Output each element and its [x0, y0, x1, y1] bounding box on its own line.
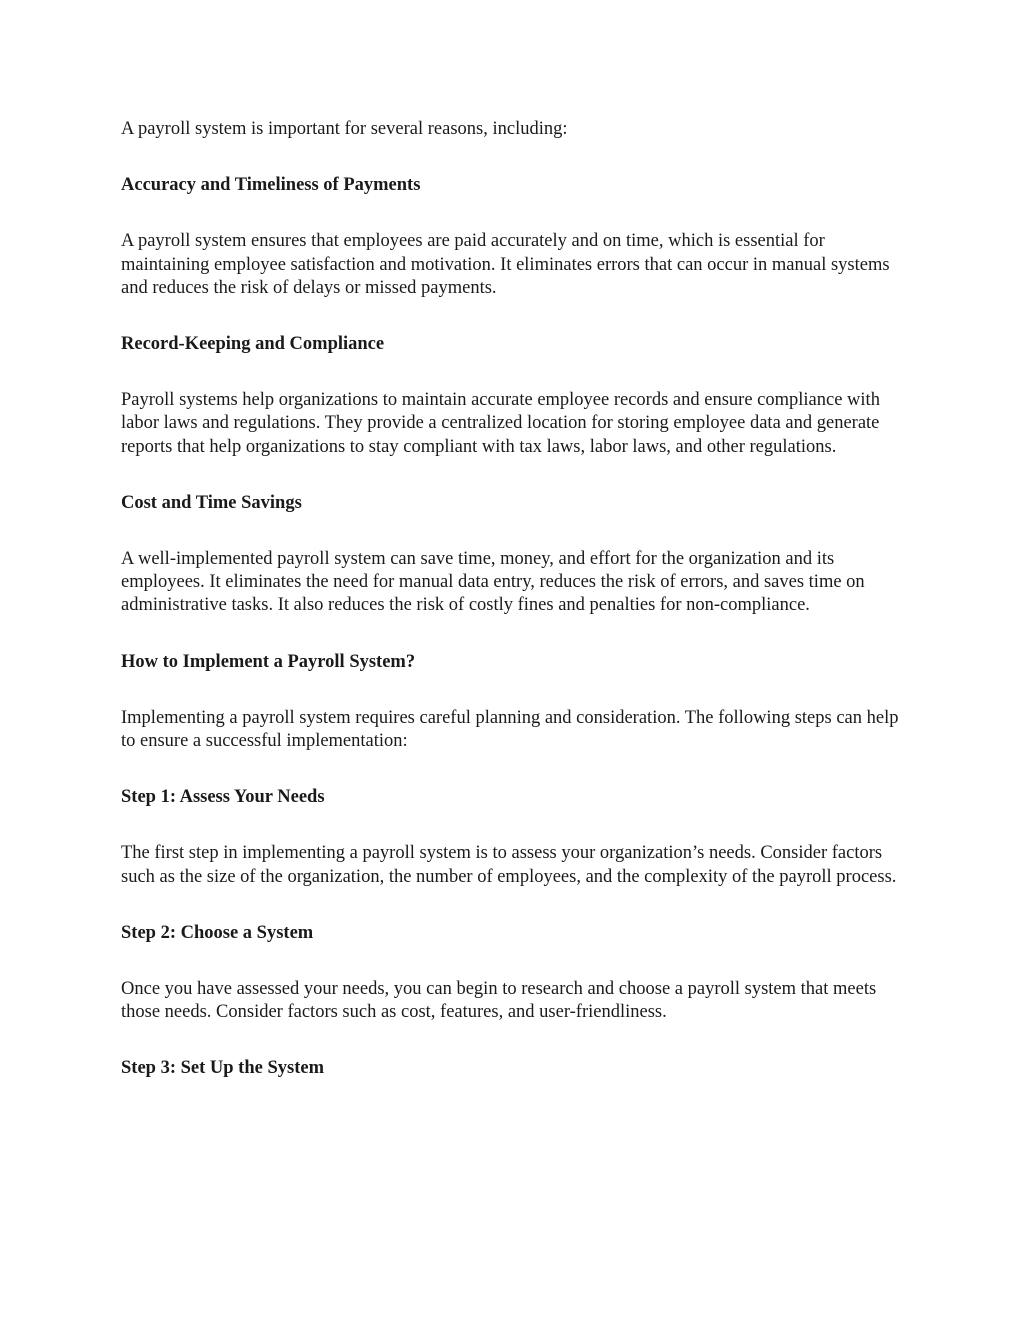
intro-paragraph: A payroll system is important for several reasons, including: [121, 119, 568, 139]
section-body-record-keeping: Payroll systems help organizations to maintain accurate employee records and ensure compliance with labor laws and regulations. They provide a centralized location for storing employee data and generate reports that help organizations to stay compliant with tax laws, labor laws, and other regulations. [121, 390, 880, 457]
section-heading-step-3: Step 3: Set Up the System [121, 1058, 324, 1079]
section-body-implement: Implementing a payroll system requires careful planning and consideration. The following steps can help to ensure a successful implementation: [121, 707, 899, 752]
section-heading-accuracy: Accuracy and Timeliness of Payments [121, 175, 421, 196]
section-body-cost-savings: A well-implemented payroll system can save time, money, and effort for the organization and its employees. It eliminates the need for manual data entry, reduces the risk of errors, and saves time on administrative tasks. It also reduces the risk of costly fines and penalties for non-compliance. [121, 549, 865, 616]
section-body-step-1: The first step in implementing a payroll system is to assess your organization’s needs. Consider factors such as the size of the organization, the number of employees, and the complexity of the payroll process. [121, 843, 897, 887]
section-heading-implement: How to Implement a Payroll System? [121, 651, 416, 672]
section-body-accuracy: A payroll system ensures that employees are paid accurately and on time, which is essential for maintaining employee satisfaction and motivation. It eliminates errors that can occur in manual systems and reduces the risk of delays or missed payments. [121, 231, 890, 298]
section-heading-record-keeping: Record-Keeping and Compliance [121, 334, 385, 355]
document-page [121, 118, 906, 1081]
section-body-step-2: Once you have assessed your needs, you can begin to research and choose a payroll system that meets those needs. Consider factors such as cost, features, and user-friendliness. [121, 979, 877, 1023]
section-heading-step-2: Step 2: Choose a System [121, 922, 314, 943]
section-heading-step-1: Step 1: Assess Your Needs [121, 787, 325, 808]
section-heading-cost-savings: Cost and Time Savings [121, 492, 302, 513]
